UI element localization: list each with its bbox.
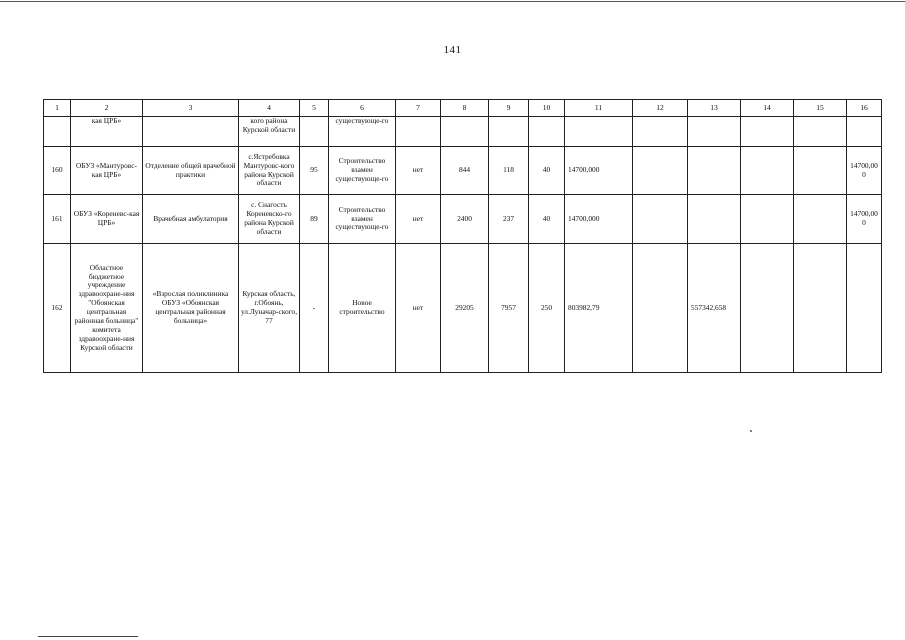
cell-col13 bbox=[688, 147, 741, 195]
cell-col13: 557342,658 bbox=[688, 244, 741, 373]
header-cell: 4 bbox=[239, 100, 300, 117]
cell-col16 bbox=[847, 117, 882, 147]
cell-facility: Врачебная амбулатория bbox=[143, 195, 239, 244]
cell-col7: нет bbox=[396, 244, 441, 373]
cell-col5: 89 bbox=[300, 195, 329, 244]
cell-col10: 250 bbox=[529, 244, 565, 373]
cell-col10: 40 bbox=[529, 147, 565, 195]
page-number: 141 bbox=[443, 44, 462, 56]
header-cell: 5 bbox=[300, 100, 329, 117]
table-row-161 bbox=[44, 195, 882, 244]
cell-col8 bbox=[441, 117, 489, 147]
cell-institution: кая ЦРБ» bbox=[71, 117, 143, 147]
data-table bbox=[43, 99, 882, 373]
cell-col14 bbox=[741, 147, 794, 195]
cell-col14 bbox=[741, 195, 794, 244]
cell-facility: «Взрослая поликлиника ОБУЗ «Обоянская центральная районная больница» bbox=[143, 244, 239, 373]
bottom-edge-rule bbox=[38, 636, 138, 637]
header-cell: 12 bbox=[633, 100, 688, 117]
header-cell: 13 bbox=[688, 100, 741, 117]
cell-col8: 2400 bbox=[441, 195, 489, 244]
cell-col7: нет bbox=[396, 195, 441, 244]
cell-col8: 844 bbox=[441, 147, 489, 195]
cell-col7: нет bbox=[396, 147, 441, 195]
cell-col11: 14700,000 bbox=[565, 195, 633, 244]
cell-col15 bbox=[794, 195, 847, 244]
cell-col11 bbox=[565, 117, 633, 147]
cell-col5: - bbox=[300, 244, 329, 373]
header-cell: 9 bbox=[489, 100, 529, 117]
cell-col14 bbox=[741, 117, 794, 147]
cell-facility: Отделение общей врачебной практики bbox=[143, 147, 239, 195]
header-cell: 2 bbox=[71, 100, 143, 117]
cell-number: 162 bbox=[44, 244, 71, 373]
cell-location: с. Снагость Кореневско-го района Курской области bbox=[239, 195, 300, 244]
header-cell: 11 bbox=[565, 100, 633, 117]
cell-col10: 40 bbox=[529, 195, 565, 244]
cell-col5: 95 bbox=[300, 147, 329, 195]
cell-col11: 803982,79 bbox=[565, 244, 633, 373]
table-row-162 bbox=[44, 244, 882, 373]
cell-work-type: существующе-го bbox=[329, 117, 396, 147]
scan-artifact-dot bbox=[750, 430, 752, 432]
cell-institution: Областное бюджетное учреждение здравоохране-ния "Обоянская центральная районная больница" комитета здравоохране-ния Курской области bbox=[71, 244, 143, 373]
cell-col14 bbox=[741, 244, 794, 373]
cell-col8: 29205 bbox=[441, 244, 489, 373]
cell-col13 bbox=[688, 117, 741, 147]
cell-col15 bbox=[794, 147, 847, 195]
cell-col9: 118 bbox=[489, 147, 529, 195]
header-cell: 6 bbox=[329, 100, 396, 117]
cell-location: с.Ястребовка Мантуровс-кого района Курской области bbox=[239, 147, 300, 195]
cell-institution: ОБУЗ «Кореневс-кая ЦРБ» bbox=[71, 195, 143, 244]
cell-col9: 237 bbox=[489, 195, 529, 244]
header-cell: 1 bbox=[44, 100, 71, 117]
cell-col16: 14700,00 0 bbox=[847, 147, 882, 195]
cell-facility bbox=[143, 117, 239, 147]
cell-col9: 7957 bbox=[489, 244, 529, 373]
cell-col13 bbox=[688, 195, 741, 244]
cell-col9 bbox=[489, 117, 529, 147]
cell-col5 bbox=[300, 117, 329, 147]
cell-col12 bbox=[633, 147, 688, 195]
cell-work-type: Строительство взамен существующе-го bbox=[329, 147, 396, 195]
table-row-continuation bbox=[44, 117, 882, 147]
cell-col12 bbox=[633, 244, 688, 373]
cell-institution: ОБУЗ «Мантуровс-кая ЦРБ» bbox=[71, 147, 143, 195]
cell-col12 bbox=[633, 195, 688, 244]
cell-work-type: Новое строительство bbox=[329, 244, 396, 373]
cell-col10 bbox=[529, 117, 565, 147]
header-cell: 3 bbox=[143, 100, 239, 117]
table-header-row bbox=[44, 100, 882, 117]
header-cell: 15 bbox=[794, 100, 847, 117]
header-cell: 8 bbox=[441, 100, 489, 117]
cell-col16: 14700,00 0 bbox=[847, 195, 882, 244]
cell-col7 bbox=[396, 117, 441, 147]
cell-col12 bbox=[633, 117, 688, 147]
cell-work-type: Строительство взамен существующе-го bbox=[329, 195, 396, 244]
cell-number: 161 bbox=[44, 195, 71, 244]
header-cell: 10 bbox=[529, 100, 565, 117]
header-cell: 14 bbox=[741, 100, 794, 117]
cell-location: Курская область, г.Обоянь, ул.Луначар-ского, 77 bbox=[239, 244, 300, 373]
cell-location: кого района Курской области bbox=[239, 117, 300, 147]
table-row-160 bbox=[44, 147, 882, 195]
cell-col15 bbox=[794, 244, 847, 373]
cell-col15 bbox=[794, 117, 847, 147]
cell-number bbox=[44, 117, 71, 147]
top-edge-rule bbox=[0, 1, 905, 2]
cell-col11: 14700,000 bbox=[565, 147, 633, 195]
header-cell: 16 bbox=[847, 100, 882, 117]
header-cell: 7 bbox=[396, 100, 441, 117]
cell-col16 bbox=[847, 244, 882, 373]
cell-number: 160 bbox=[44, 147, 71, 195]
